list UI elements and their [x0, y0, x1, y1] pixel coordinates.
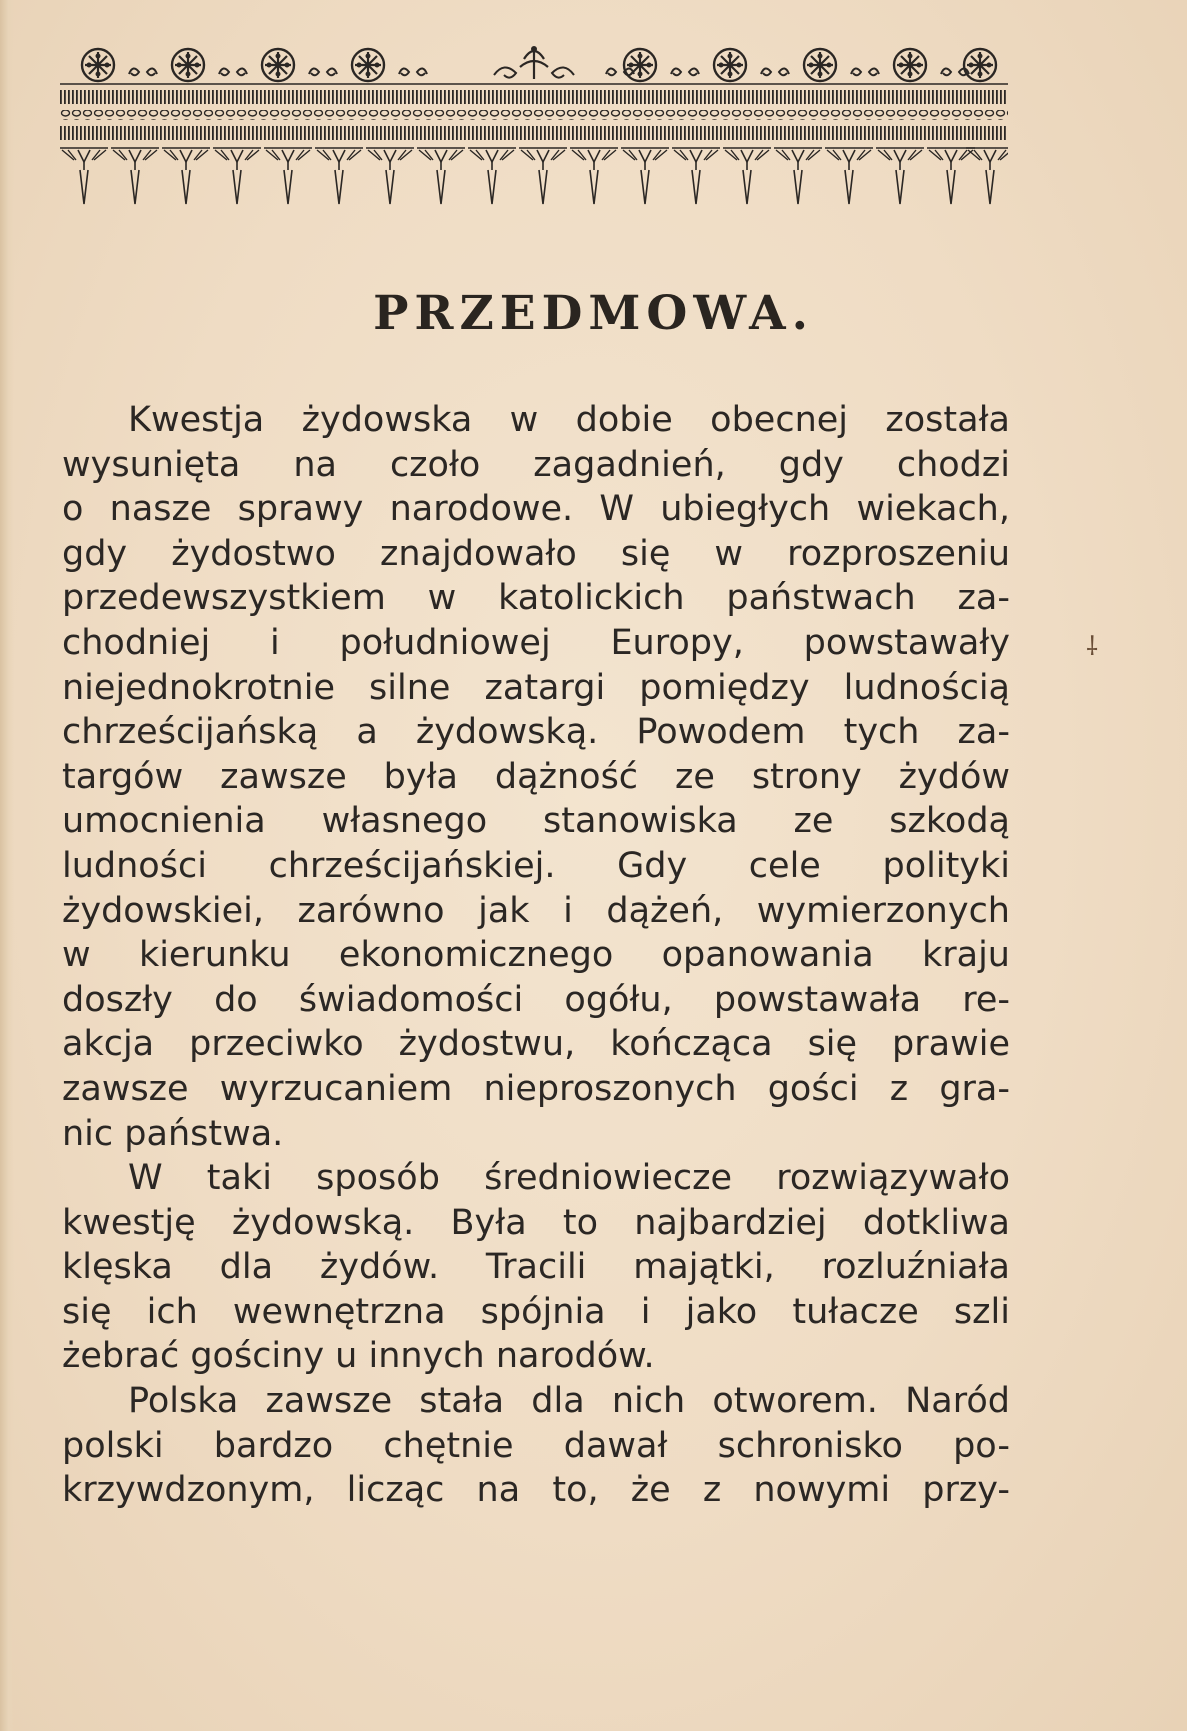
- text-line: żebrać gościny u innych narodów.: [62, 1336, 655, 1377]
- text-line: nic państwa.: [62, 1113, 284, 1154]
- text-line: Kwestja żydowska w dobie obecnej została: [128, 400, 1010, 440]
- text-line: doszły do świadomości ogółu, powstawała re-: [62, 979, 1010, 1020]
- oval-band: [60, 110, 1008, 120]
- text-line: o nasze sprawy narodowe. W ubiegłych wiekach,: [62, 489, 1010, 530]
- text-line: wysunięta na czoło zagadnień, gdy chodzi: [62, 444, 1010, 485]
- text-line: klęska dla żydów. Tracili majątki, rozluźniała: [62, 1247, 1010, 1288]
- hatched-band-bottom: [60, 126, 1008, 140]
- text-line: chrześcijańską a żydowską. Powodem tych za-: [62, 712, 1010, 753]
- margin-mark-icon: ⸸: [1086, 632, 1099, 662]
- paragraph-1: [62, 398, 1010, 1156]
- rosette-row: [60, 46, 1008, 84]
- text-line: polski bardzo chętnie dawał schronisko po-: [62, 1425, 1010, 1466]
- page-edge-shadow: [0, 0, 14, 1731]
- text-line: niejednokrotnie silne zatargi pomiędzy ludnością: [62, 667, 1010, 708]
- page-title: PRZEDMOWA.: [373, 286, 814, 341]
- text-line: umocnienia własnego stanowiska ze szkodą: [62, 801, 1010, 842]
- text-line: targów zawsze była dążność ze strony żydów: [62, 756, 1010, 797]
- text-line: chodniej i południowej Europy, powstawały: [62, 622, 1010, 663]
- text-line: akcja przeciwko żydostwu, kończąca się prawie: [62, 1024, 1010, 1065]
- text-line: przedewszystkiem w katolickich państwach za-: [62, 578, 1010, 619]
- paragraph-2: [62, 1156, 1010, 1379]
- text-line: W taki sposób średniowiecze rozwiązywało: [128, 1158, 1010, 1199]
- pendant-row: [60, 148, 1008, 204]
- text-line: żydowskiei, zarówno jak i dążeń, wymierzonych: [62, 890, 1010, 931]
- preface-body: [62, 398, 1010, 1513]
- text-line: Polska zawsze stała dla nich otworem. Naród: [128, 1381, 1010, 1422]
- text-line: kwestję żydowską. Była to najbardziej dotkliwa: [62, 1202, 1010, 1243]
- paragraph-3: [62, 1379, 1010, 1513]
- hatched-band-top: [60, 90, 1008, 104]
- decorative-header-border: [60, 38, 1008, 218]
- text-line: zawsze wyrzucaniem nieproszonych gości z gra-: [62, 1068, 1010, 1109]
- text-line: w kierunku ekonomicznego opanowania kraju: [62, 935, 1010, 976]
- text-line: gdy żydostwo znajdowało się w rozproszeniu: [62, 533, 1010, 574]
- text-line: krzywdzonym, licząc na to, że z nowymi przy-: [62, 1470, 1010, 1511]
- text-line: ludności chrześcijańskiej. Gdy cele polityki: [62, 845, 1010, 886]
- text-line: się ich wewnętrzna spójnia i jako tułacze szli: [62, 1291, 1010, 1332]
